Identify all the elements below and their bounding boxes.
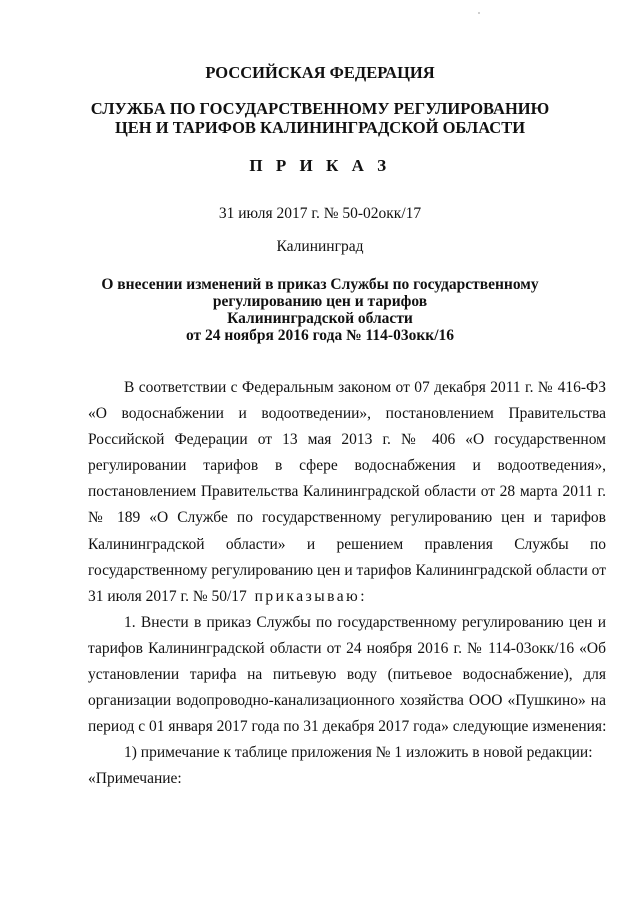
paragraph-1-line: Российской Федерации от 13 мая 2013 г. № 406 «О государственном: [88, 431, 606, 449]
city: Калининград: [276, 238, 364, 255]
subject-line1: О внесении изменений в приказ Службы по государственному: [101, 276, 539, 293]
subject-line3: Калининградской области: [227, 310, 413, 327]
paragraph-2-line: период с 01 января 2017 года по 31 декабря 2017 года» следующие изменения:: [88, 718, 607, 736]
paragraph-2-line: тарифов Калининградской области от 24 ноября 2016 г. № 114-03окк/16 «Об: [88, 639, 606, 657]
order-reference: 31 июля 2017 г. № 50/17: [88, 587, 247, 605]
scan-mark: [478, 12, 480, 14]
paragraph-1-line: № 189 «О Службе по государственному регулированию цен и тарифов: [88, 509, 606, 527]
order-verb: приказываю:: [254, 587, 367, 605]
paragraph-2-line: 1. Внести в приказ Службы по государственному регулированию цен и: [124, 613, 606, 631]
agency-title-line1: СЛУЖБА ПО ГОСУДАРСТВЕННОМУ РЕГУЛИРОВАНИЮ: [90, 99, 550, 118]
paragraph-2-line: организации водопроводно-канализационного хозяйства ООО «Пушкино» на: [88, 692, 606, 710]
paragraph-1-last-line: [88, 584, 606, 610]
paragraph-1-line: Калининградской области» и решением правления Службы по: [88, 535, 606, 553]
paragraph-3-line: 1) примечание к таблице приложения № 1 изложить в новой редакции:: [124, 744, 593, 762]
subject-line4: от 24 ноября 2016 года № 114-03окк/16: [185, 327, 455, 344]
paragraph-1-line: постановлением Правительства Калининградской области от 28 марта 2011 г.: [88, 483, 606, 501]
doc-type-title: П Р И К А З: [249, 156, 391, 175]
paragraph-1-line: В соответствии с Федеральным законом от 07 декабря 2011 г. № 416-ФЗ: [124, 379, 606, 396]
body-text: [88, 375, 606, 793]
paragraph-4-line: «Примечание:: [88, 770, 182, 788]
paragraph-1-line: «О водоснабжении и водоотведении», постановлением Правительства: [88, 405, 606, 423]
subject-line2: регулированию цен и тарифов: [212, 293, 428, 310]
paragraph-1-line: регулировании тарифов в сфере водоснабжения и водоотведения»,: [88, 457, 606, 475]
country-title: РОССИЙСКАЯ ФЕДЕРАЦИЯ: [205, 63, 435, 82]
paragraph-1-line: государственному регулированию цен и тарифов Калининградской области от: [88, 561, 606, 579]
paragraph-2-line: установлении тарифа на питьевую воду (питьевое водоснабжение), для: [88, 666, 606, 684]
date-number: 31 июля 2017 г. № 50-02окк/17: [218, 205, 422, 222]
agency-title-line2: ЦЕН И ТАРИФОВ КАЛИНИНГРАДСКОЙ ОБЛАСТИ: [114, 118, 526, 137]
